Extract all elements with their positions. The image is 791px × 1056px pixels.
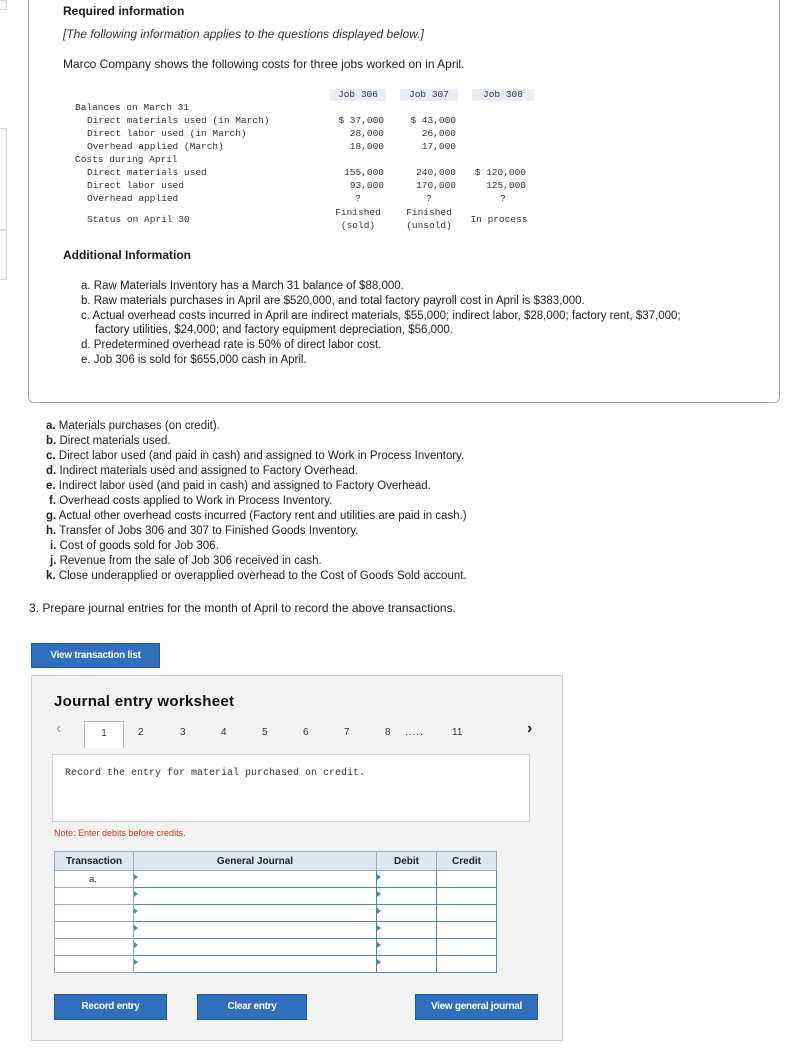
question-3: 3. Prepare journal entries for the month of April to record the above transactions.	[29, 601, 456, 615]
page-tab-3[interactable]: 3	[180, 727, 186, 738]
cell-306: $ 37,000	[338, 115, 384, 126]
table-row	[55, 905, 497, 922]
journal-entry-worksheet	[31, 675, 563, 1041]
dropdown-arrow-icon	[134, 942, 138, 948]
cell-307: 26,000	[421, 128, 456, 139]
cell-306: 18,000	[349, 141, 384, 152]
row-label: Direct materials used	[87, 167, 207, 178]
additional-information-title: Additional Information	[63, 248, 191, 262]
cell-307: ?	[426, 193, 432, 204]
transaction-cell	[55, 939, 134, 956]
required-information-title: Required information	[63, 4, 185, 18]
col-credit: Credit	[437, 852, 497, 871]
account-input[interactable]	[134, 871, 377, 888]
dropdown-arrow-icon	[377, 959, 381, 965]
additional-item: b. Raw materials purchases in April are $520,000, and total factory payroll cost in April is $383,000.	[81, 294, 585, 307]
side-tab	[0, 128, 7, 230]
transaction-item: i. Cost of goods sold for Job 306.	[50, 540, 219, 552]
worksheet-title: Journal entry worksheet	[54, 693, 235, 710]
transaction-item: c. Direct labor used (and paid in cash) and assigned to Work in Process Inventory.	[46, 450, 465, 462]
page-tab-5[interactable]: 5	[262, 727, 268, 738]
account-input[interactable]	[134, 905, 377, 922]
row-label: Direct labor used (in March)	[87, 128, 247, 139]
job-308-header: Job 308	[483, 89, 523, 100]
credit-input[interactable]	[437, 905, 497, 922]
transaction-item: h. Transfer of Jobs 306 and 307 to Finished Goods Inventory.	[46, 525, 359, 537]
record-entry-button[interactable]: Record entry	[54, 994, 167, 1020]
status-label: Status on April 30	[87, 214, 190, 225]
account-input[interactable]	[134, 888, 377, 905]
credit-input[interactable]	[437, 956, 497, 973]
cell-307: 17,000	[421, 141, 456, 152]
debit-input[interactable]	[377, 888, 437, 905]
row-label: Overhead applied (March)	[87, 141, 224, 152]
dropdown-arrow-icon	[377, 925, 381, 931]
transaction-item: j. Revenue from the sale of Job 306 received in cash.	[50, 555, 322, 567]
transaction-item: a. Materials purchases (on credit).	[46, 420, 220, 432]
credit-input[interactable]	[437, 888, 497, 905]
status-307-line1: Finished	[406, 207, 452, 218]
table-row	[55, 939, 497, 956]
dropdown-arrow-icon	[134, 874, 138, 880]
status-307-line2: (unsold)	[406, 220, 452, 231]
next-page-icon[interactable]: ›	[527, 720, 533, 737]
dropdown-arrow-icon	[134, 959, 138, 965]
account-input[interactable]	[134, 939, 377, 956]
additional-item: c. Actual overhead costs incurred in April are indirect materials, $55,000; indirect labor, $28,000; factory rent, $37,000;	[81, 309, 681, 322]
cell-306: 28,000	[349, 128, 384, 139]
col-transaction: Transaction	[55, 852, 134, 871]
cell-308: ?	[500, 193, 506, 204]
col-general-journal: General Journal	[134, 852, 377, 871]
dropdown-arrow-icon	[377, 908, 381, 914]
additional-item: a. Raw Materials Inventory has a March 31 balance of $88,000.	[81, 280, 404, 292]
credit-input[interactable]	[437, 939, 497, 956]
dropdown-arrow-icon	[377, 891, 381, 897]
table-row	[55, 922, 497, 939]
journal-entry-table	[54, 851, 497, 973]
entry-instruction-box	[52, 754, 530, 822]
page-tab-7[interactable]: 7	[344, 727, 350, 738]
page-tab-4[interactable]: 4	[221, 727, 227, 738]
page-tab-2[interactable]: 2	[138, 727, 144, 738]
table-row	[55, 888, 497, 905]
cell-306: 93,000	[349, 180, 384, 191]
intro-text: Marco Company shows the following costs for three jobs worked on in April.	[63, 57, 465, 71]
transaction-item: b. Direct materials used.	[46, 435, 171, 447]
balances-label: Balances on March 31	[75, 102, 190, 113]
transaction-cell	[55, 922, 134, 939]
transaction-cell	[55, 888, 134, 905]
credit-input[interactable]	[437, 922, 497, 939]
cell-306: 155,000	[344, 167, 384, 178]
job-307-header: Job 307	[409, 89, 449, 100]
transaction-item: e. Indirect labor used (and paid in cash) and assigned to Factory Overhead.	[46, 480, 431, 492]
entry-instruction: Record the entry for material purchased on credit.	[65, 768, 366, 779]
account-input[interactable]	[134, 956, 377, 973]
table-header-row	[55, 852, 497, 871]
debit-input[interactable]	[377, 939, 437, 956]
view-transaction-list-button[interactable]: View transaction list	[31, 643, 160, 668]
page-tab-8[interactable]: 8	[385, 727, 391, 738]
table-row	[55, 956, 497, 973]
cell-306: ?	[355, 193, 361, 204]
cell-307: 240,000	[416, 167, 456, 178]
cell-307: 170,000	[416, 180, 456, 191]
transaction-cell: a.	[55, 871, 134, 888]
col-debit: Debit	[377, 852, 437, 871]
intro-note: [The following information applies to the questions displayed below.]	[63, 27, 424, 41]
debit-input[interactable]	[377, 956, 437, 973]
side-tab	[0, 0, 7, 10]
transaction-item: d. Indirect materials used and assigned to Factory Overhead.	[46, 465, 358, 477]
table-row	[55, 871, 497, 888]
page-tab-6[interactable]: 6	[303, 727, 309, 738]
transaction-cell	[55, 905, 134, 922]
transactions-list	[46, 419, 746, 584]
account-input[interactable]	[134, 922, 377, 939]
debit-input[interactable]	[377, 922, 437, 939]
status-306-line2: (sold)	[340, 220, 376, 231]
dropdown-arrow-icon	[377, 942, 381, 948]
debit-input[interactable]	[377, 905, 437, 922]
transaction-item: k. Close underapplied or overapplied overhead to the Cost of Goods Sold account.	[46, 570, 467, 582]
additional-item: d. Predetermined overhead rate is 50% of direct labor cost.	[81, 339, 382, 352]
row-label: Direct labor used	[87, 180, 184, 191]
status-308: In process	[470, 214, 528, 225]
cell-308: 125,000	[486, 180, 526, 191]
side-tab	[0, 230, 7, 280]
debit-input[interactable]	[377, 871, 437, 888]
dropdown-arrow-icon	[134, 908, 138, 914]
transaction-item: g. Actual other overhead costs incurred (Factory rent and utilities are paid in cash.)	[46, 510, 467, 522]
row-label: Overhead applied	[87, 193, 179, 204]
transaction-cell	[55, 956, 134, 973]
dropdown-arrow-icon	[134, 891, 138, 897]
job-306-header: Job 306	[338, 89, 378, 100]
page-ellipsis: .....	[405, 727, 424, 738]
status-306-line1: Finished	[335, 207, 381, 218]
transaction-item: f. Overhead costs applied to Work in Process Inventory.	[49, 495, 333, 507]
cell-307: $ 43,000	[410, 115, 456, 126]
dropdown-arrow-icon	[134, 925, 138, 931]
debits-note: Note: Enter debits before credits.	[54, 828, 186, 838]
page-tab-1[interactable]: 1	[84, 721, 124, 748]
additional-item: factory utilities, $24,000; and factory equipment depreciation, $56,000.	[95, 324, 454, 337]
clear-entry-button[interactable]: Clear entry	[197, 994, 307, 1020]
view-general-journal-button[interactable]: View general journal	[415, 994, 538, 1020]
cell-308: $ 120,000	[474, 167, 526, 178]
additional-information-list	[81, 279, 771, 368]
page-tab-11[interactable]: 11	[452, 727, 463, 738]
prev-page-icon[interactable]: ‹	[56, 720, 62, 737]
additional-item: e. Job 306 is sold for $655,000 cash in April.	[81, 353, 307, 366]
row-label: Direct materials used (in March)	[87, 115, 270, 126]
costs-label: Costs during April	[75, 154, 178, 165]
dropdown-arrow-icon	[377, 874, 381, 880]
credit-input[interactable]	[437, 871, 497, 888]
